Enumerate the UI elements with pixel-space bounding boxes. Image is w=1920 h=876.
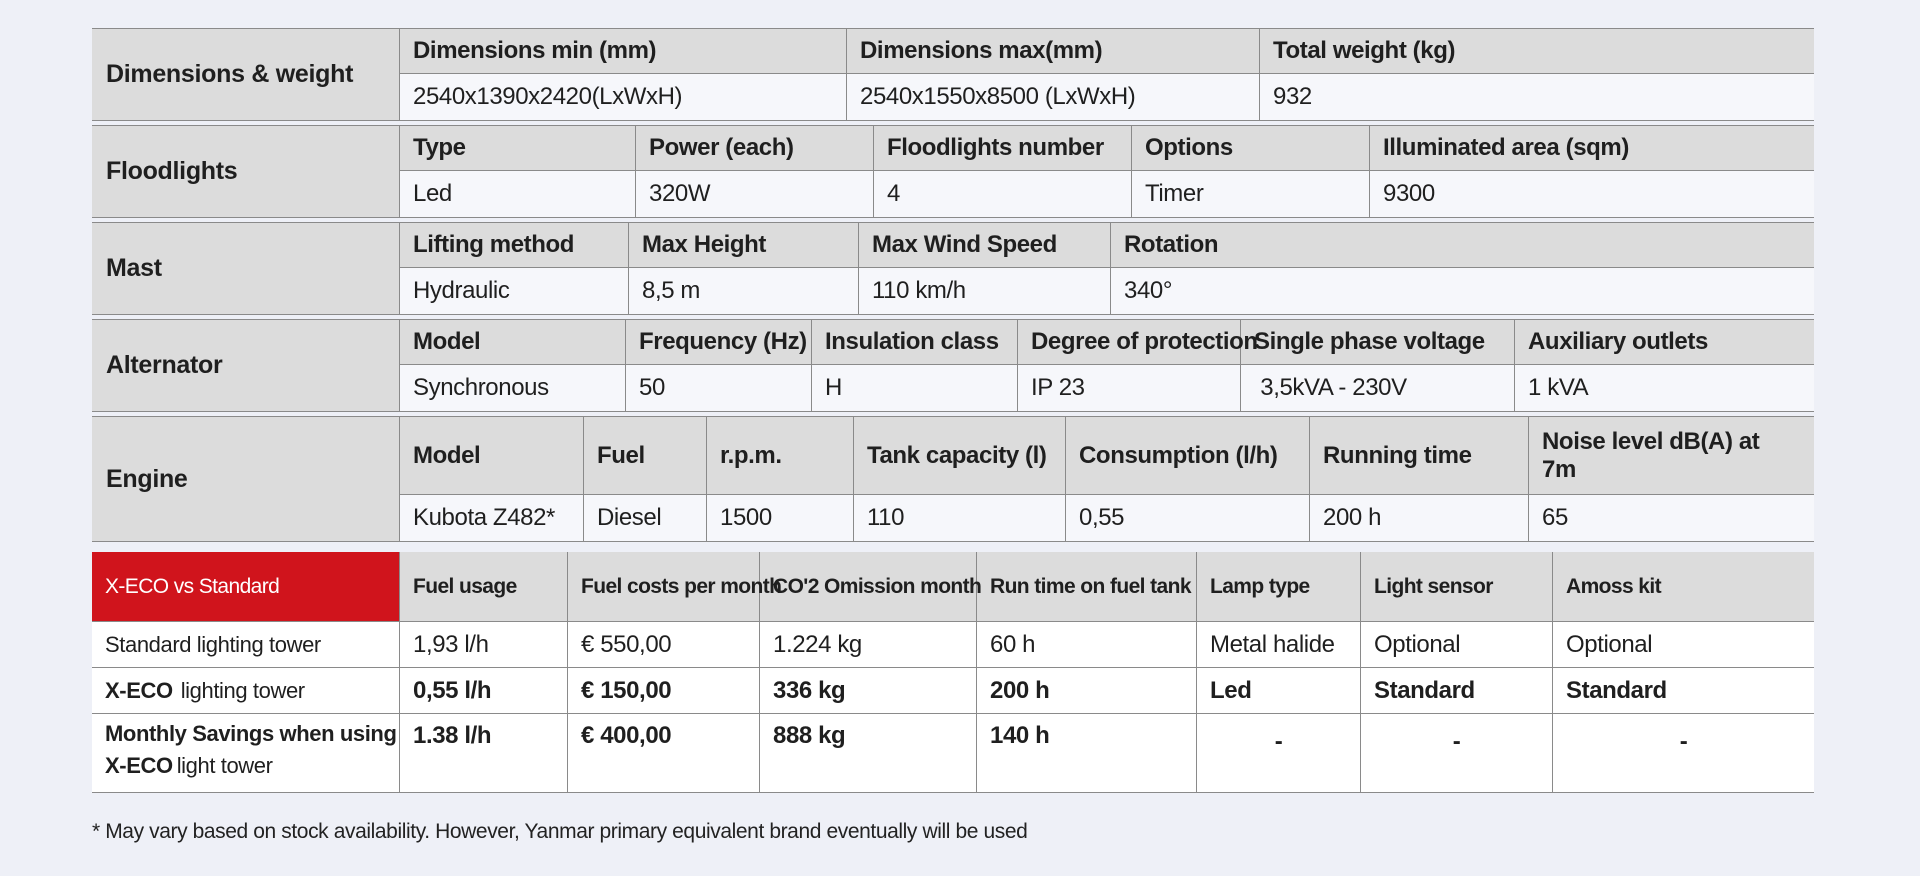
header-cell: Illuminated area (sqm) [1383, 134, 1629, 161]
value-cell: IP 23 [1018, 365, 1241, 411]
header-cell: Options [1132, 126, 1370, 170]
value-cell: 50 [626, 365, 812, 411]
value-cell: 200 h [1310, 495, 1529, 541]
value-cell: 140 h [977, 714, 1197, 792]
header-cell: Dimensions min (mm) [400, 29, 847, 73]
header-cell: Max Height [629, 223, 859, 267]
value-cell: 336 kg [760, 668, 977, 713]
header-cell: Model [400, 417, 584, 494]
value-row [400, 74, 1814, 120]
value-cell: Standard [1566, 676, 1667, 704]
value-cell: 2540x1390x2420(LxWxH) [400, 74, 847, 120]
header-cell: Noise level dB(A) at 7m [1542, 427, 1760, 483]
value-cell: 0,55 [1066, 495, 1310, 541]
brand-name: X-ECO [105, 753, 173, 778]
header-cell: Auxiliary outlets [1528, 328, 1708, 355]
value-cell: € 550,00 [568, 622, 760, 667]
header-cell: Floodlights number [874, 126, 1132, 170]
row-label [92, 714, 400, 792]
header-cell: Dimensions max(mm) [847, 29, 1260, 73]
value-cell: Led [1197, 668, 1361, 713]
header-cell: Fuel costs per month [568, 552, 760, 621]
section-label: Alternator [92, 320, 400, 411]
value-row [400, 495, 1814, 541]
value-row [400, 268, 1814, 314]
section-label: Dimensions & weight [92, 29, 400, 120]
header-cell: Fuel [584, 417, 707, 494]
header-row [400, 29, 1814, 74]
header-cell: Frequency (Hz) [626, 320, 812, 364]
header-row [400, 223, 1814, 268]
value-row [400, 171, 1814, 217]
header-cell: Model [400, 320, 626, 364]
header-cell: Lamp type [1197, 552, 1361, 621]
value-cell: Led [400, 171, 636, 217]
value-cell: 60 h [977, 622, 1197, 667]
footnote: * May vary based on stock availability. However, Yanmar primary equivalent brand eventually will be used [92, 820, 1028, 843]
brand-name: X-ECO [105, 677, 173, 703]
value-cell: 932 [1273, 83, 1312, 110]
header-row [400, 126, 1814, 171]
value-cell: Hydraulic [400, 268, 629, 314]
section-label: Floodlights [92, 126, 400, 217]
header-cell: r.p.m. [707, 417, 854, 494]
value-cell: H [812, 365, 1018, 411]
section-dimensions [92, 28, 1814, 121]
value-cell: 110 [854, 495, 1066, 541]
value-cell: 200 h [977, 668, 1197, 713]
header-cell: Rotation [1124, 231, 1219, 258]
table-row [92, 714, 1814, 792]
row-label-rest: light tower [176, 753, 273, 778]
value-cell: 65 [1542, 504, 1568, 531]
section-mast [92, 222, 1814, 315]
section-label: Engine [92, 417, 400, 541]
value-cell: 1.224 kg [760, 622, 977, 667]
value-cell: 320W [636, 171, 874, 217]
value-cell: 1 kVA [1528, 374, 1589, 401]
header-cell: Power (each) [636, 126, 874, 170]
header-cell: Max Wind Speed [859, 223, 1111, 267]
value-cell: 0,55 l/h [400, 668, 568, 713]
header-cell: Consumption (l/h) [1066, 417, 1310, 494]
header-row [400, 417, 1814, 495]
value-cell: Kubota Z482* [400, 495, 584, 541]
value-cell: 2540x1550x8500 (LxWxH) [847, 74, 1260, 120]
value-cell: 8,5 m [629, 268, 859, 314]
header-row [92, 552, 1814, 622]
value-cell: € 150,00 [568, 668, 760, 713]
row-label-rest: lighting tower [180, 677, 305, 703]
table-row [92, 622, 1814, 668]
value-cell: 110 km/h [859, 268, 1111, 314]
value-row [400, 365, 1814, 411]
header-cell: Amoss kit [1566, 574, 1661, 598]
section-engine [92, 416, 1814, 542]
header-cell: CO'2 Omission month [760, 552, 977, 621]
value-cell: - [1679, 728, 1688, 755]
value-cell: 340° [1124, 277, 1173, 304]
header-cell: Single phase voltage [1241, 320, 1515, 364]
header-cell: Degree of protection [1018, 320, 1241, 364]
value-cell: - [1197, 714, 1361, 792]
value-cell: 1500 [707, 495, 854, 541]
section-label: Mast [92, 223, 400, 314]
value-cell: Timer [1132, 171, 1370, 217]
xeco-comparison-table [92, 552, 1814, 793]
value-cell: Synchronous [400, 365, 626, 411]
value-cell: 3,5kVA - 230V [1241, 365, 1515, 411]
value-cell: Metal halide [1197, 622, 1361, 667]
value-cell: 1.38 l/h [400, 714, 568, 792]
header-cell: Fuel usage [400, 552, 568, 621]
section-floodlights [92, 125, 1814, 218]
value-cell: 1,93 l/h [400, 622, 568, 667]
value-cell: - [1361, 714, 1553, 792]
value-cell: 9300 [1383, 180, 1435, 207]
header-cell: Total weight (kg) [1273, 37, 1456, 64]
row-label: Standard lighting tower [92, 622, 400, 667]
header-row [400, 320, 1814, 365]
value-cell: 888 kg [760, 714, 977, 792]
header-cell: Type [400, 126, 636, 170]
row-label [92, 668, 400, 713]
header-cell: Run time on fuel tank [977, 552, 1197, 621]
section-alternator [92, 319, 1814, 412]
value-cell: Optional [1566, 630, 1653, 658]
value-cell: 4 [874, 171, 1132, 217]
value-cell: Optional [1361, 622, 1553, 667]
header-cell: Insulation class [812, 320, 1018, 364]
header-cell: Tank capacity (l) [854, 417, 1066, 494]
header-cell: Light sensor [1361, 552, 1553, 621]
header-cell: Running time [1310, 417, 1529, 494]
xeco-title: X-ECO vs Standard [92, 552, 400, 621]
row-label-line1: Monthly Savings when using [105, 721, 397, 746]
value-cell: Diesel [584, 495, 707, 541]
spec-sheet [92, 28, 1814, 793]
table-row [92, 668, 1814, 714]
value-cell: Standard [1361, 668, 1553, 713]
value-cell: € 400,00 [568, 714, 760, 792]
header-cell: Lifting method [400, 223, 629, 267]
